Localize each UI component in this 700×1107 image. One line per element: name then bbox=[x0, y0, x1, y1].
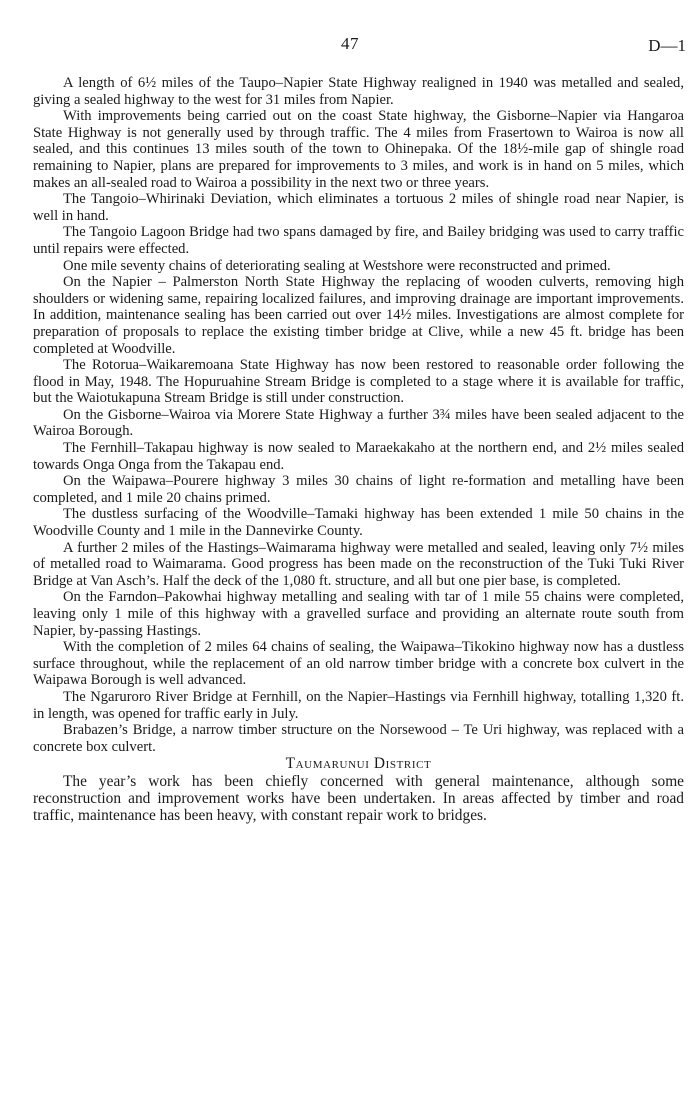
section-heading: Taumarunui District bbox=[285, 755, 432, 773]
paragraph: One mile seventy chains of deteriorating sealing at Westshore were reconstructed and primed. bbox=[63, 257, 611, 274]
paragraph: The year’s work has been chiefly concerned with general maintenance, although some reconstruction and improvement works have been undertaken. In areas affected by timber and road traffic, maintenance has been heavy, with constant repair work to bridges. bbox=[33, 772, 684, 824]
paragraph: A length of 6½ miles of the Taupo–Napier State Highway realigned in 1940 was metalled and sealed, giving a sealed highway to the west for 31 miles from Napier. bbox=[33, 75, 684, 108]
district-section bbox=[33, 755, 684, 824]
page-number: 47 bbox=[341, 34, 359, 53]
paragraph: The Ngaruroro River Bridge at Fernhill, on the Napier–Hastings via Fernhill highway, totalling 1,320 ft. in length, was opened for traffic early in July. bbox=[33, 688, 684, 722]
paragraph: The dustless surfacing of the Woodville–Tamaki highway has been extended 1 mile 50 chains in the Woodville County and 1 mile in the Dannevirke County. bbox=[33, 506, 684, 540]
document-reference: D—1 bbox=[648, 36, 686, 55]
paragraph: On the Farndon–Pakowhai highway metalling and sealing with tar of 1 mile 55 chains were completed, leaving only 1 mile of this highway with a gravelled surface and providing an alternate route south from Napier, by-passing Hastings. bbox=[33, 589, 684, 639]
paragraph: On the Napier – Palmerston North State Highway the replacing of wooden culverts, removing high shoulders or widening same, repairing localized failures, and improving drainage are important improvements. In addition, maintenance sealing has been carried out over 14½ miles. Investigations are almost complete for preparation of proposals to replace the existing timber bridge at Clive, while a new 45 ft. bridge has been completed at Woodville. bbox=[33, 274, 684, 357]
body-text bbox=[33, 75, 684, 824]
paragraph: On the Waipawa–Pourere highway 3 miles 30 chains of light re-formation and metalling have been completed, and 1 mile 20 chains primed. bbox=[33, 473, 684, 506]
paragraph: The Tangoio–Whirinaki Deviation, which eliminates a tortuous 2 miles of shingle road near Napier, is well in hand. bbox=[33, 191, 684, 224]
paragraph: The Rotorua–Waikaremoana State Highway has now been restored to reasonable order following the flood in May, 1948. The Hopuruahine Stream Bridge is completed to a stage where it is available for traffic, but the Waiotukapuna Stream Bridge is still under construction. bbox=[33, 357, 684, 407]
paragraph: A further 2 miles of the Hastings–Waimarama highway were metalled and sealed, leaving only 7½ miles of metalled road to Waimarama. Good progress has been made on the reconstruction of the Tuki Tuki River Bridge at Van Asch’s. Half the deck of the 1,080 ft. structure, and all but one pier base, is completed. bbox=[33, 539, 684, 589]
paragraph: With improvements being carried out on the coast State highway, the Gisborne–Napier via Hangaroa State Highway is not generally used by through traffic. The 4 miles from Frasertown to Wairoa is now all sealed, and this continues 13 miles south of the town to Ohinepaka. Of the 18½-mile gap of shingle road remaining to Napier, plans are prepared for improvements to 3 miles, and work is in hand on 5 miles, which makes an all-sealed road to Wairoa a possibility in the next two or three years. bbox=[33, 108, 684, 191]
paragraph: On the Gisborne–Wairoa via Morere State Highway a further 3¾ miles have been sealed adjacent to the Wairoa Borough. bbox=[33, 406, 684, 440]
paragraph: The Tangoio Lagoon Bridge had two spans damaged by fire, and Bailey bridging was used to carry traffic until repairs were effected. bbox=[33, 224, 684, 257]
paragraph: The Fernhill–Takapau highway is now sealed to Maraekakaho at the northern end, and 2½ miles sealed towards Onga Onga from the Takapau end. bbox=[33, 440, 684, 473]
paragraph: With the completion of 2 miles 64 chains of sealing, the Waipawa–Tikokino highway now has a dustless surface throughout, while the replacement of an old narrow timber bridge with a concrete box culvert in the Waipawa Borough is well advanced. bbox=[33, 639, 684, 689]
paragraph: Brabazen’s Bridge, a narrow timber structure on the Norsewood – Te Uri highway, was replaced with a concrete box culvert. bbox=[33, 722, 684, 755]
